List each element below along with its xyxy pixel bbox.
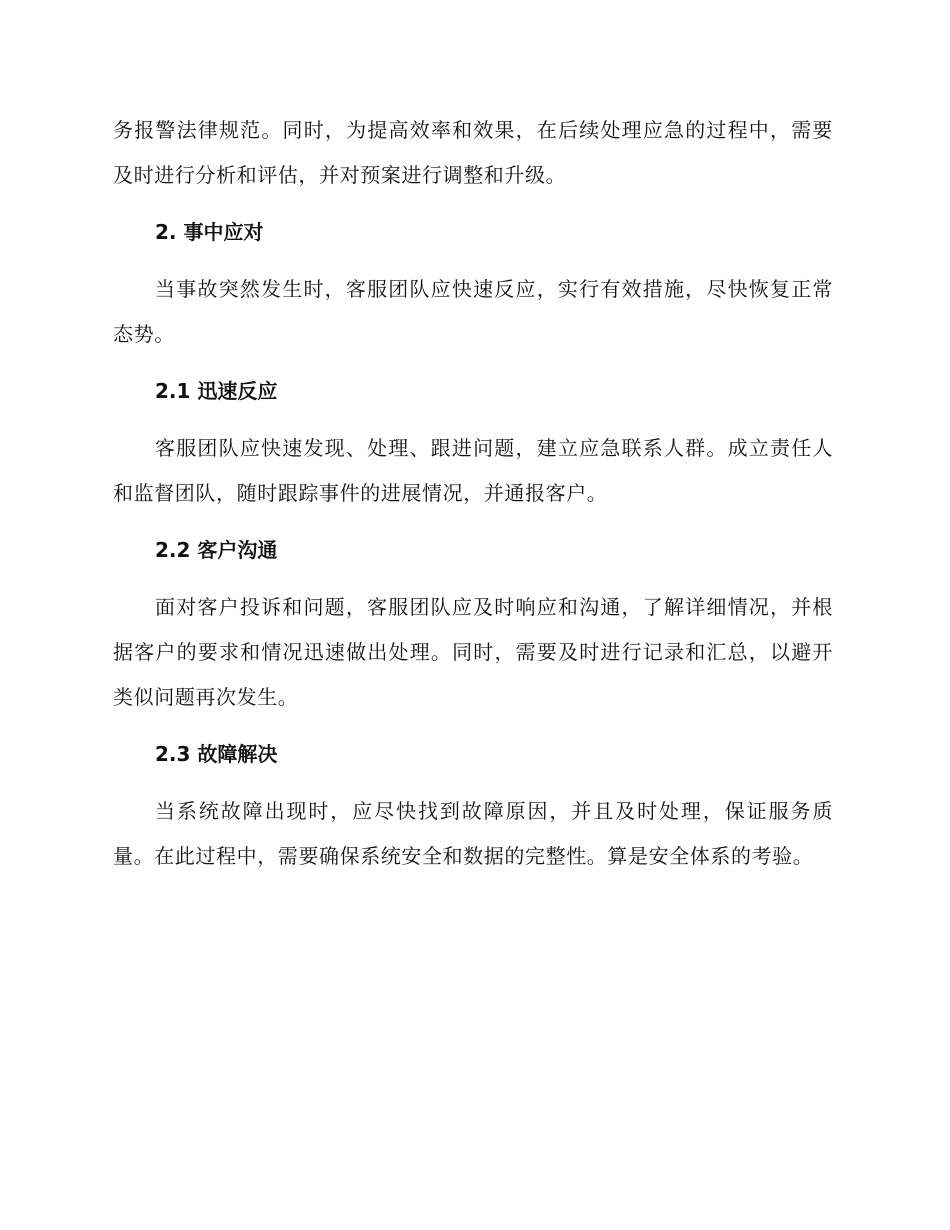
paragraph-continued: 务报警法律规范。同时，为提高效率和效果，在后续处理应急的过程中，需要及时进行分析和评估，并对预案进行调整和升级。 (113, 118, 833, 187)
paragraph-2-2: 面对客户投诉和问题，客服团队应及时响应和沟通，了解详细情况，并根据客户的要求和情况迅速做出处理。同时，需要及时进行记录和汇总，以避开类似问题再次发生。 (113, 595, 833, 709)
section-heading-2-1: 2.1 迅速反应 (155, 379, 278, 403)
section-heading-2-3: 2.3 故障解决 (155, 742, 278, 766)
section-heading-2-2: 2.2 客户沟通 (155, 538, 278, 562)
document-body (113, 108, 833, 891)
section-heading-2: 2. 事中应对 (155, 220, 264, 244)
paragraph-2-3: 当系统故障出现时，应尽快找到故障原因，并且及时处理，保证服务质量。在此过程中，需要确保系统安全和数据的完整性。算是安全体系的考验。 (113, 799, 833, 868)
paragraph-2-1: 客服团队应快速发现、处理、跟进问题，建立应急联系人群。成立责任人和监督团队，随时跟踪事件的进展情况，并通报客户。 (113, 436, 833, 505)
paragraph-2-intro: 当事故突然发生时，客服团队应快速反应，实行有效措施，尽快恢复正常态势。 (113, 277, 833, 346)
